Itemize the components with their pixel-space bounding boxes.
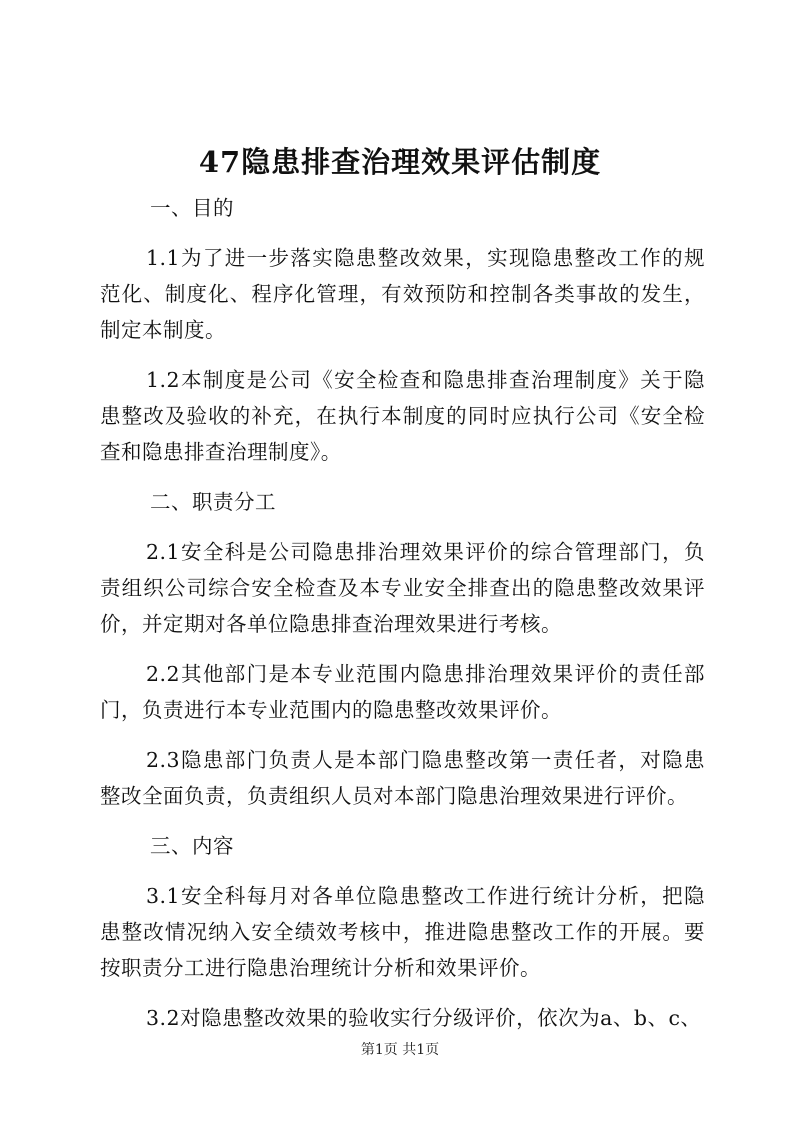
section-heading-purpose: 一、目的 (150, 196, 234, 220)
section-heading-responsibilities: 二、职责分工 (150, 490, 276, 514)
paragraph-2-2: 2.2其他部门是本专业范围内隐患排治理效果评价的责任部门，负责进行本专业范围内的隐患整改效果评价。 (100, 662, 705, 722)
document-body (100, 190, 705, 1050)
section-heading-content: 三、内容 (150, 834, 234, 858)
paragraph-2-3: 2.3隐患部门负责人是本部门隐患整改第一责任者，对隐患整改全面负责，负责组织人员对本部门隐患治理效果进行评价。 (100, 748, 705, 808)
document-title: 47隐患排查治理效果评估制度 (198, 145, 602, 179)
paragraph-1-1: 1.1为了进一步落实隐患整改效果，实现隐患整改工作的规范化、制度化、程序化管理，有效预防和控制各类事故的发生，制定本制度。 (100, 246, 705, 342)
paragraph-1-2: 1.2本制度是公司《安全检查和隐患排查治理制度》关于隐患整改及验收的补充，在执行本制度的同时应执行公司《安全检查和隐患排查治理制度》。 (100, 368, 705, 464)
page-footer: 第1页 共1页 (360, 1042, 440, 1058)
paragraph-2-1: 2.1安全科是公司隐患排治理效果评价的综合管理部门，负责组织公司综合安全检查及本专业安全排查出的隐患整改效果评价，并定期对各单位隐患排查治理效果进行考核。 (100, 540, 705, 636)
paragraph-3-2: 3.2对隐患整改效果的验收实行分级评价，依次为a、b、c、 (146, 1006, 702, 1030)
paragraph-3-1: 3.1安全科每月对各单位隐患整改工作进行统计分析，把隐患整改情况纳入安全绩效考核中，推进隐患整改工作的开展。要按职责分工进行隐患治理统计分析和效果评价。 (100, 884, 705, 980)
